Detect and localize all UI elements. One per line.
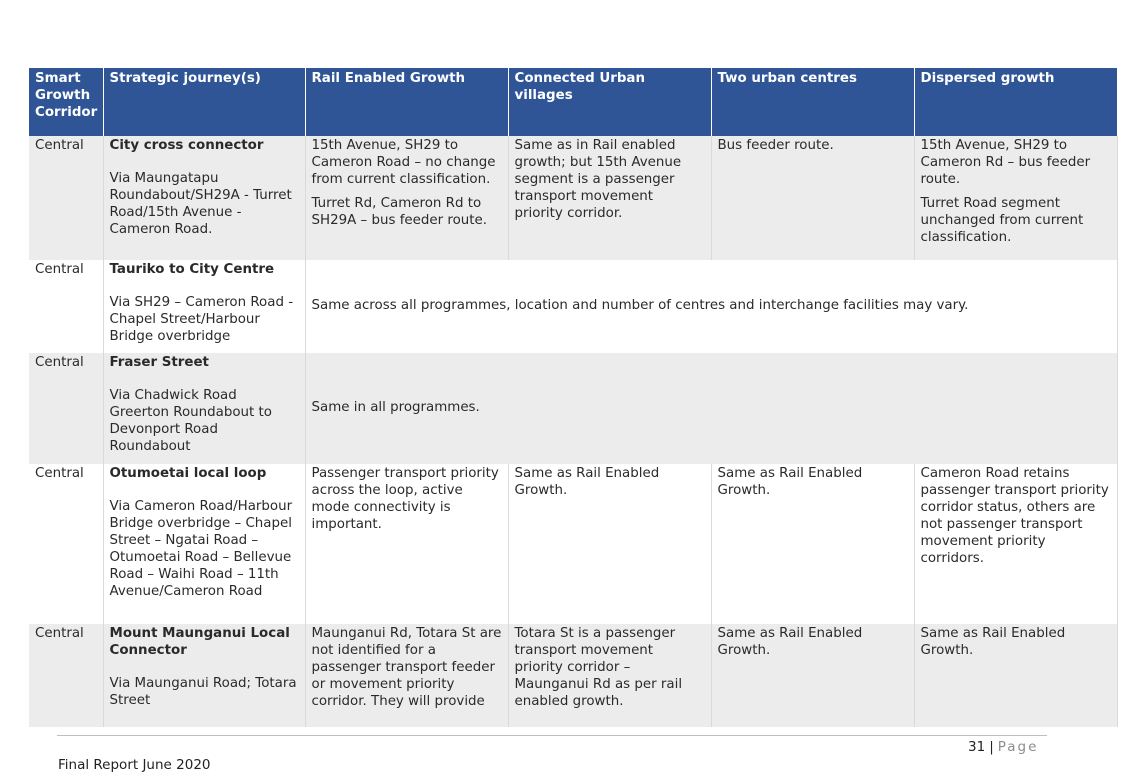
header-rail-enabled-growth: Rail Enabled Growth — [305, 68, 508, 136]
dispersed-cell: Same as Rail Enabled Growth. — [914, 624, 1117, 727]
page-label: Page — [997, 739, 1039, 755]
rail-enabled-cell — [305, 136, 508, 260]
rail-enabled-cell: Passenger transport priority across the loop, active mode connectivity is important. — [305, 464, 508, 624]
report-footer-label: Final Report June 2020 — [58, 757, 211, 773]
page-separator: | — [989, 739, 994, 755]
footer-divider — [57, 735, 1047, 736]
corridor-cell: Central — [29, 464, 103, 624]
table-row — [29, 260, 1117, 353]
page-number: 31 — [968, 739, 986, 755]
two-centres-cell: Same as Rail Enabled Growth. — [711, 464, 914, 624]
connected-villages-cell: Same as Rail Enabled Growth. — [508, 464, 711, 624]
connected-villages-cell: Same as in Rail enabled growth; but 15th Avenue segment is a passenger transport movement priority corridor. — [508, 136, 711, 260]
corridor-cell: Central — [29, 353, 103, 464]
journey-cell — [103, 464, 305, 624]
header-connected-urban-villages: Connected Urban villages — [508, 68, 711, 136]
rail-enabled-text: Turret Rd, Cameron Rd to SH29A – bus feeder route. — [311, 196, 488, 228]
dispersed-text: Turret Road segment unchanged from current classification. — [920, 196, 1084, 245]
table-row — [29, 136, 1117, 260]
connected-villages-cell: Totara St is a passenger transport movement priority corridor – Maunganui Rd as per rail enabled growth. — [508, 624, 711, 727]
dispersed-cell — [914, 136, 1117, 260]
journey-via: Via SH29 – Cameron Road - Chapel Street/Harbour Bridge overbridge — [109, 295, 294, 344]
header-dispersed-growth: Dispersed growth — [914, 68, 1117, 136]
corridor-cell: Central — [29, 624, 103, 727]
journey-via: Via Chadwick Road Greerton Roundabout to Devonport Road Roundabout — [109, 388, 272, 454]
rail-enabled-cell: Maunganui Rd, Totara St are not identified for a passenger transport feeder or movement priority corridor. They will provide — [305, 624, 508, 727]
journey-title: Tauriko to City Centre — [109, 262, 275, 277]
table-header-row — [29, 68, 1117, 136]
journey-title: Otumoetai local loop — [109, 466, 267, 481]
two-centres-cell: Bus feeder route. — [711, 136, 914, 260]
journey-via: Via Maunganui Road; Totara Street — [109, 676, 297, 708]
journey-title: City cross connector — [109, 138, 264, 153]
rail-enabled-text: 15th Avenue, SH29 to Cameron Road – no change from current classification. — [311, 138, 496, 187]
journey-via: Via Cameron Road/Harbour Bridge overbridge – Chapel Street – Ngatai Road – Otumoetai Road – Bellevue Road – Waihi Road – 11th Avenue/Cameron Road — [109, 499, 293, 599]
dispersed-cell: Cameron Road retains passenger transport priority corridor status, others are not passenger transport movement priority corridors. — [914, 464, 1117, 624]
journey-cell — [103, 353, 305, 464]
table-row — [29, 353, 1117, 464]
smart-growth-corridor-table — [29, 68, 1118, 727]
two-centres-cell: Same as Rail Enabled Growth. — [711, 624, 914, 727]
journey-title: Fraser Street — [109, 355, 209, 370]
table-row — [29, 624, 1117, 727]
merged-programmes-cell: Same across all programmes, location and number of centres and interchange facilities may vary. — [305, 260, 1117, 353]
journey-via: Via Maungatapu Roundabout/SH29A - Turret Road/15th Avenue - Cameron Road. — [109, 171, 292, 237]
merged-programmes-cell: Same in all programmes. — [305, 353, 1117, 464]
journey-title: Mount Maunganui Local Connector — [109, 626, 290, 658]
dispersed-text: 15th Avenue, SH29 to Cameron Rd – bus feeder route. — [920, 138, 1091, 187]
page-number-block — [968, 739, 1038, 755]
journey-cell — [103, 624, 305, 727]
corridor-cell: Central — [29, 260, 103, 353]
corridor-cell: Central — [29, 136, 103, 260]
header-smart-growth-corridor: Smart Growth Corridor — [29, 68, 103, 136]
journey-cell — [103, 136, 305, 260]
table-row — [29, 464, 1117, 624]
header-strategic-journeys: Strategic journey(s) — [103, 68, 305, 136]
header-two-urban-centres: Two urban centres — [711, 68, 914, 136]
journey-cell — [103, 260, 305, 353]
